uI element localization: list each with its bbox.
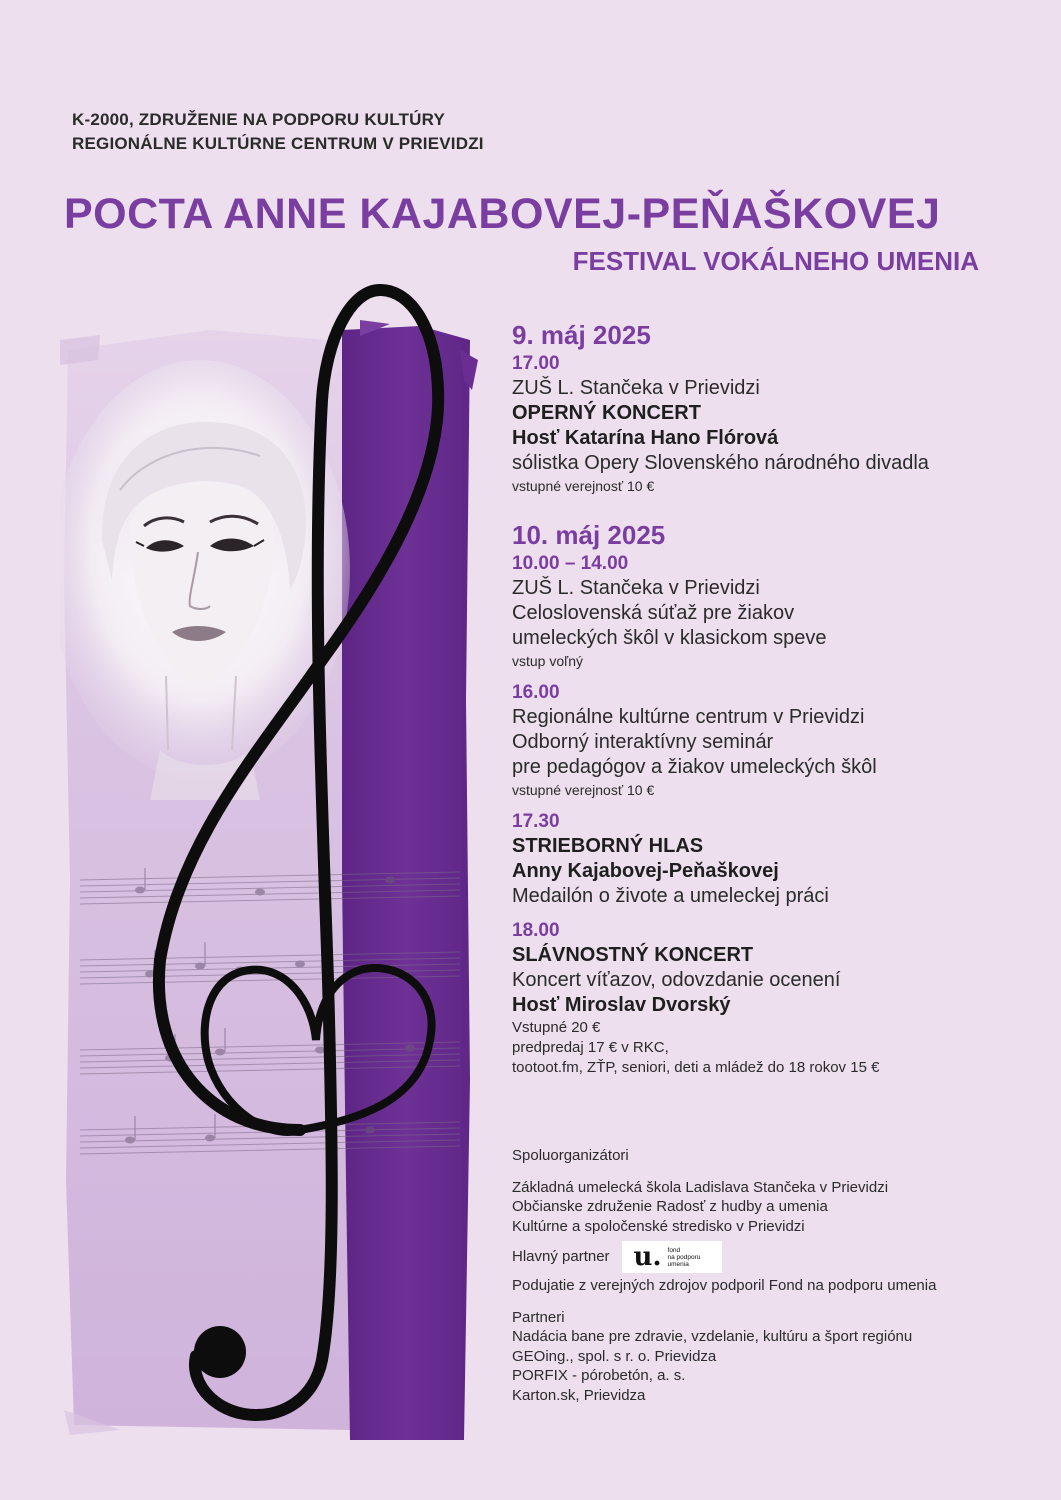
day2-event1-time: 10.00 – 14.00 xyxy=(512,553,629,574)
organizer-line-2: REGIONÁLNE KULTÚRNE CENTRUM V PRIEVIDZI xyxy=(72,134,484,153)
day2-event2-venue: Regionálne kultúrne centrum v Prievidzi xyxy=(512,706,865,728)
day2-event3-desc: Medailón o živote a umeleckej práci xyxy=(512,885,829,907)
day2-event1-venue: ZUŠ L. Stančeka v Prievidzi xyxy=(512,577,760,599)
day1-price: vstupné verejnosť 10 € xyxy=(512,478,655,494)
festival-subtitle: FESTIVAL VOKÁLNEHO UMENIA xyxy=(572,246,979,276)
main-partner-row xyxy=(512,1240,1032,1274)
partner-2: GEOing., spol. s r. o. Prievidza xyxy=(512,1347,717,1365)
day2-event1-desc1: Celoslovenská súťaž pre žiakov xyxy=(512,602,795,624)
program xyxy=(512,318,1032,1078)
day1-venue: ZUŠ L. Stančeka v Prievidzi xyxy=(512,377,760,399)
day2-event2-price: vstupné verejnosť 10 € xyxy=(512,782,655,798)
support-note: Podujatie z verejných zdrojov podporil Fond na podporu umenia xyxy=(512,1277,937,1294)
day2-event1-price: vstup voľný xyxy=(512,653,584,669)
coorganizer-2: Občianske združenie Radosť z hudby a umenia xyxy=(512,1198,828,1215)
day1-guest-role: sólistka Opery Slovenského národného divadla xyxy=(512,452,929,474)
coorganizers-label: Spoluorganizátori xyxy=(512,1147,629,1164)
day1-time: 17.00 xyxy=(512,353,560,374)
organizer-line-1: K-2000, ZDRUŽENIE NA PODPORU KULTÚRY xyxy=(72,110,446,129)
fpu-logo-letter: u. xyxy=(633,1242,662,1272)
organizers-header xyxy=(72,108,484,156)
day2-event4-price2: predpredaj 17 € v RKC, xyxy=(512,1039,669,1056)
coorganizer-1: Základná umelecká škola Ladislava Stančeka v Prievidzi xyxy=(512,1178,889,1196)
artwork xyxy=(60,280,480,1440)
day2-event2-desc1: Odborný interaktívny seminár xyxy=(512,731,774,753)
day1-event: OPERNÝ KONCERT xyxy=(512,402,701,424)
partner-3: PORFIX - pórobetón, a. s. xyxy=(512,1367,686,1384)
fpu-logo-text: fond na podporu umenia xyxy=(667,1246,701,1268)
day2-event2-time: 16.00 xyxy=(512,682,560,703)
day2-event3-time: 17.30 xyxy=(512,811,560,832)
partners-label: Partneri xyxy=(512,1308,565,1326)
day2-event2-desc2: pre pedagógov a žiakov umeleckých škôl xyxy=(512,756,877,778)
day2-event4-price1: Vstupné 20 € xyxy=(512,1019,601,1036)
credits xyxy=(512,1146,1032,1405)
day2-event4-guest: Hosť Miroslav Dvorský xyxy=(512,994,731,1016)
day2-event1-desc2: umeleckých škôl v klasickom speve xyxy=(512,627,827,649)
day2-event4-time: 18.00 xyxy=(512,920,560,941)
day2-event4-price3: tootoot.fm, ZŤP, seniori, deti a mládež do 18 rokov 15 € xyxy=(512,1059,880,1076)
festival-title: POCTA ANNE KAJABOVEJ-PEŇAŠKOVEJ xyxy=(64,190,941,238)
partner-4: Karton.sk, Prievidza xyxy=(512,1386,646,1404)
fpu-logo xyxy=(622,1241,722,1273)
partner-1: Nadácia bane pre zdravie, vzdelanie, kultúru a šport regiónu xyxy=(512,1328,913,1345)
day1-guest: Hosť Katarína Hano Flórová xyxy=(512,427,779,449)
day2-event3-title: STRIEBORNÝ HLAS xyxy=(512,835,704,857)
coorganizer-3: Kultúrne a spoločenské stredisko v Prievidzi xyxy=(512,1217,805,1235)
day2-event3-name: Anny Kajabovej-Peňaškovej xyxy=(512,860,779,882)
main-partner-label: Hlavný partner xyxy=(512,1248,610,1266)
day1-date: 9. máj 2025 xyxy=(512,320,651,350)
day2-event4-title: SLÁVNOSTNÝ KONCERT xyxy=(512,944,754,966)
day2-event4-desc: Koncert víťazov, odovzdanie ocenení xyxy=(512,969,841,991)
day2-date: 10. máj 2025 xyxy=(512,520,666,550)
